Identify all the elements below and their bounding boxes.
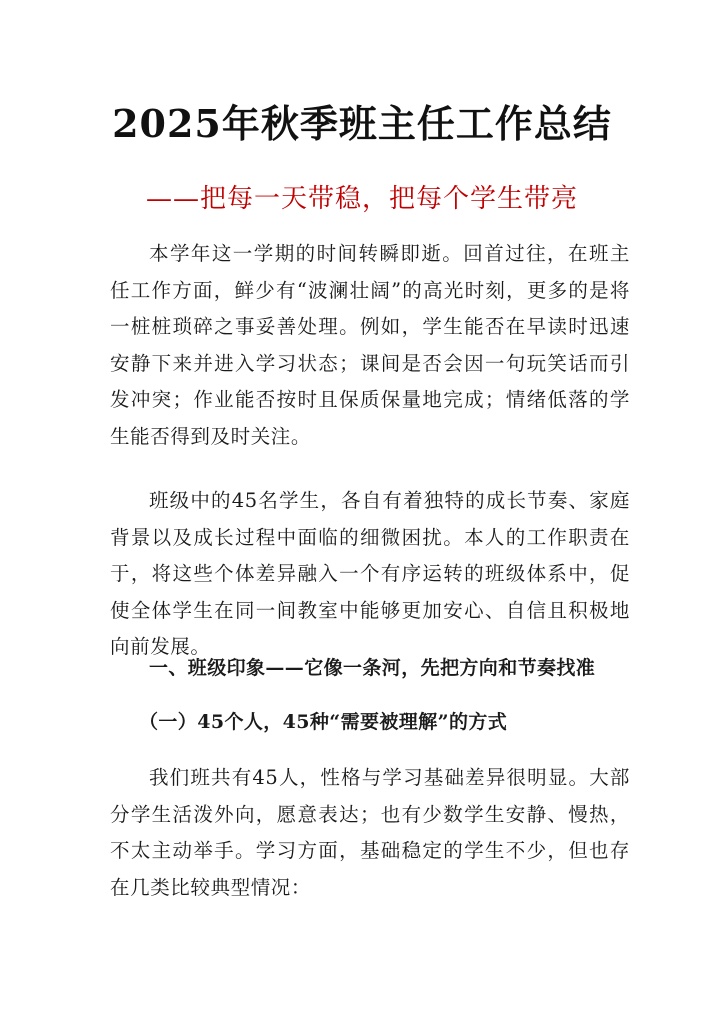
document-title: 2025年秋季班主任工作总结	[112, 101, 612, 146]
document-subtitle: ——把每一天带稳，把每个学生带亮	[145, 184, 578, 214]
section-heading: 一、班级印象——它像一条河，先把方向和节奏找准	[149, 657, 596, 679]
paragraph-intro: 本学年这一学期的时间转瞬即逝。回首过往，在班主任工作方面，鲜少有“波澜壮阔”的高光时刻，更多的是将一桩桩琐碎之事妥善处理。例如，学生能否在早读时迅速安静下来并进入学习状态；课间是否会因一句玩笑话而引发冲突；作业能否按时且保质保量地完成；情绪低落的学生能否得到及时关注。	[110, 242, 630, 448]
paragraph-class-overview: 班级中的45名学生，各自有着独特的成长节奏、家庭背景以及成长过程中面临的细微困扰。本人的工作职责在于，将这些个体差异融入一个有序运转的班级体系中，促使全体学生在同一间教室中能够更加安心、自信且积极地向前发展。	[110, 489, 630, 658]
paragraph-class-composition: 我们班共有45人，性格与学习基础差异很明显。大部分学生活泼外向，愿意表达；也有少数学生安静、慢热，不太主动举手。学习方面，基础稳定的学生不少，但也存在几类比较典型情况：	[110, 766, 630, 899]
subsection-heading: （一）45个人，45种“需要被理解”的方式	[139, 711, 508, 733]
